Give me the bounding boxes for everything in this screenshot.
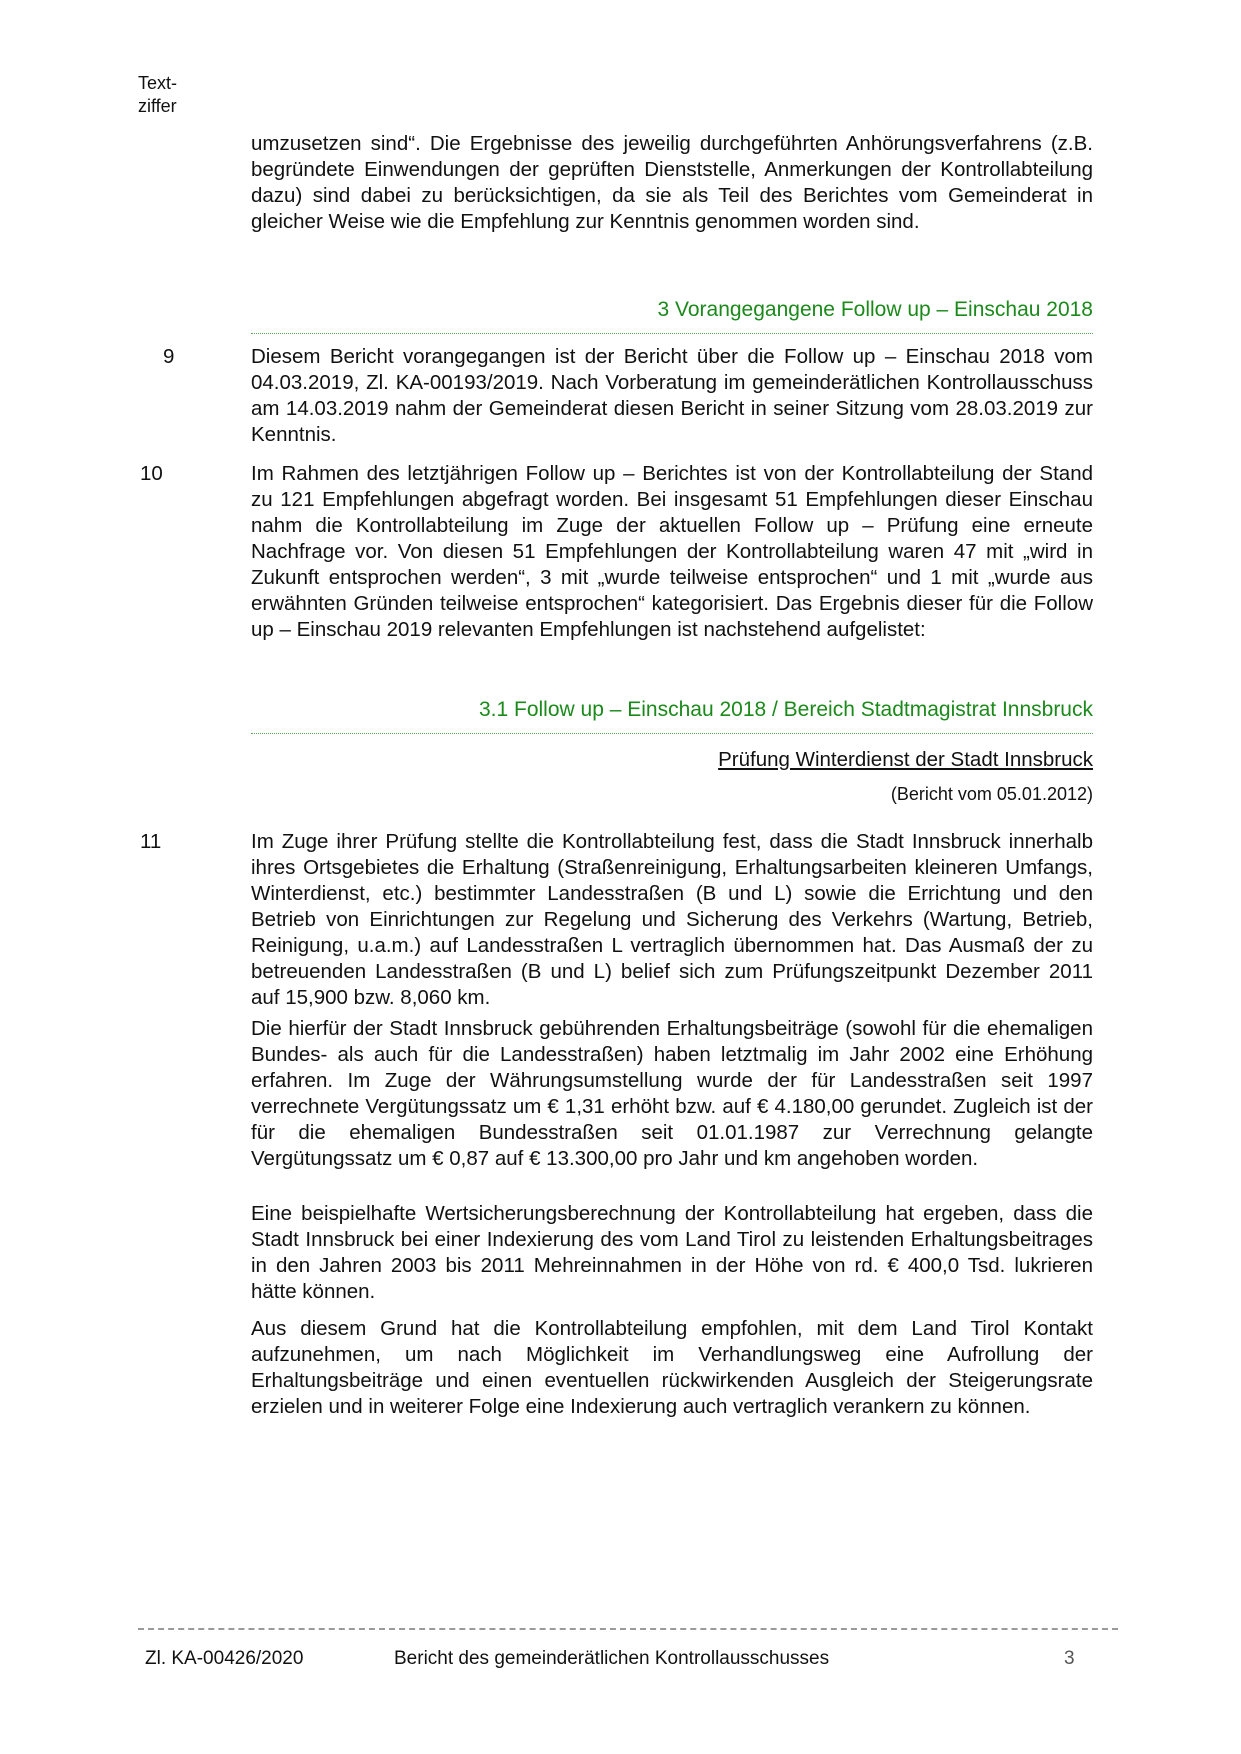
report-date: (Bericht vom 05.01.2012) <box>890 784 1093 804</box>
section-heading-3: 3 Vorangegangene Follow up – Einschau 2018 <box>251 297 1093 334</box>
paragraph-intro: umzusetzen sind“. Die Ergebnisse des jeweilig durchgeführten Anhörungsverfahrens (z.B. begründete Einwendungen der geprüften Dienststelle, Anmerkungen der Kontrollabteilung dazu) sind dabei zu berücksichtigen, da sie als Teil des Berichtes vom Gemeinderat in gleicher Weise wie die Empfehlung zur Kenntnis genommen worden sind. <box>251 132 1093 233</box>
paragraph-11-b: Die hierfür der Stadt Innsbruck gebührenden Erhaltungsbeiträge (sowohl für die ehemaligen Bundes- als auch für die Landesstraßen) haben letztmalig im Jahr 2002 eine Erhöhung erfahren. Im Zuge der Währungsumstellung wurde der für Landesstraßen seit 1997 verrechnete Vergütungssatz um € 1,31 erhöht bzw. auf € 4.180,00 gerundet. Zugleich ist der für die ehemaligen Bundesstraßen seit 01.01.1987 zur Verrechnung gelangte Vergütungssatz um € 0,87 auf € 13.300,00 pro Jahr und km angehoben worden. <box>251 1017 1093 1170</box>
margin-label-textziffer: Text- ziffer <box>138 73 178 116</box>
paragraph-10: Im Rahmen des letztjährigen Follow up – Berichtes ist von der Kontrollabteilung der Stand zu 121 Empfehlungen abgefragt worden. Bei insgesamt 51 Empfehlungen dieser Einschau nahm die Kontrollabteilung im Zuge der aktuellen Follow up – Prüfung eine erneute Nachfrage vor. Von diesen 51 Empfehlungen der Kontrollabteilung waren 47 mit „wird in Zukunft entsprochen werden“, 3 mit „wurde teilweise entsprochen“ und 1 mit „wurde aus erwähnten Gründen teilweise entsprochen“ kategorisiert. Das Ergebnis dieser für die Follow up – Einschau 2019 relevanten Empfehlungen ist nachstehend aufgelistet: <box>251 462 1093 641</box>
report-title: Prüfung Winterdienst der Stadt Innsbruck <box>718 748 1093 771</box>
paragraph-11-a: Im Zuge ihrer Prüfung stellte die Kontrollabteilung fest, dass die Stadt Innsbruck innerhalb ihres Ortsgebietes die Erhaltung (Straßenreinigung, Erhaltungsarbeiten kleineren Umfangs, Winterdienst, etc.) bestimmter Landesstraßen (B und L) sowie die Errichtung und den Betrieb von Einrichtungen zur Regelung und Sicherung des Verkehrs (Wartung, Betrieb, Reinigung, u.a.m.) auf Landesstraßen L vertraglich übernommen hat. Das Ausmaß der zu betreuenden Landesstraßen (B und L) belief sich zum Prüfungszeitpunkt Dezember 2011 auf 15,900 bzw. 8,060 km. <box>251 830 1093 1009</box>
section-heading-3-1: 3.1 Follow up – Einschau 2018 / Bereich Stadtmagistrat Innsbruck <box>251 697 1093 734</box>
paragraph-11-d: Aus diesem Grund hat die Kontrollabteilung empfohlen, mit dem Land Tirol Kontakt aufzunehmen, um nach Möglichkeit im Verhandlungsweg eine Aufrollung der Erhaltungsbeiträge und einen eventuellen rückwirkenden Ausgleich der Steigerungsrate erzielen und in weiterer Folge eine Indexierung auch vertraglich verankern zu können. <box>251 1317 1093 1418</box>
footer-reference: Zl. KA-00426/2020 <box>145 1648 304 1669</box>
paragraph-number-9: 9 <box>163 345 175 368</box>
paragraph-11-c: Eine beispielhafte Wertsicherungsberechnung der Kontrollabteilung hat ergeben, dass die Stadt Innsbruck bei einer Indexierung des vom Land Tirol zu leistenden Erhaltungsbeitrages in den Jahren 2003 bis 2011 Mehreinnahmen in der Höhe von rd. € 400,0 Tsd. lukrieren hätte können. <box>251 1202 1093 1303</box>
paragraph-9: Diesem Bericht vorangegangen ist der Bericht über die Follow up – Einschau 2018 vom 04.03.2019, Zl. KA-00193/2019. Nach Vorberatung im gemeinderätlichen Kontrollausschuss am 14.03.2019 nahm der Gemeinderat diesen Bericht in seiner Sitzung vom 28.03.2019 zur Kenntnis. <box>251 345 1093 446</box>
paragraph-number-11: 11 <box>140 830 162 853</box>
footer-divider <box>138 1628 1118 1630</box>
paragraph-number-10: 10 <box>140 462 163 485</box>
footer-title: Bericht des gemeinderätlichen Kontrollausschusses <box>394 1648 830 1669</box>
page-number: 3 <box>1064 1648 1075 1669</box>
